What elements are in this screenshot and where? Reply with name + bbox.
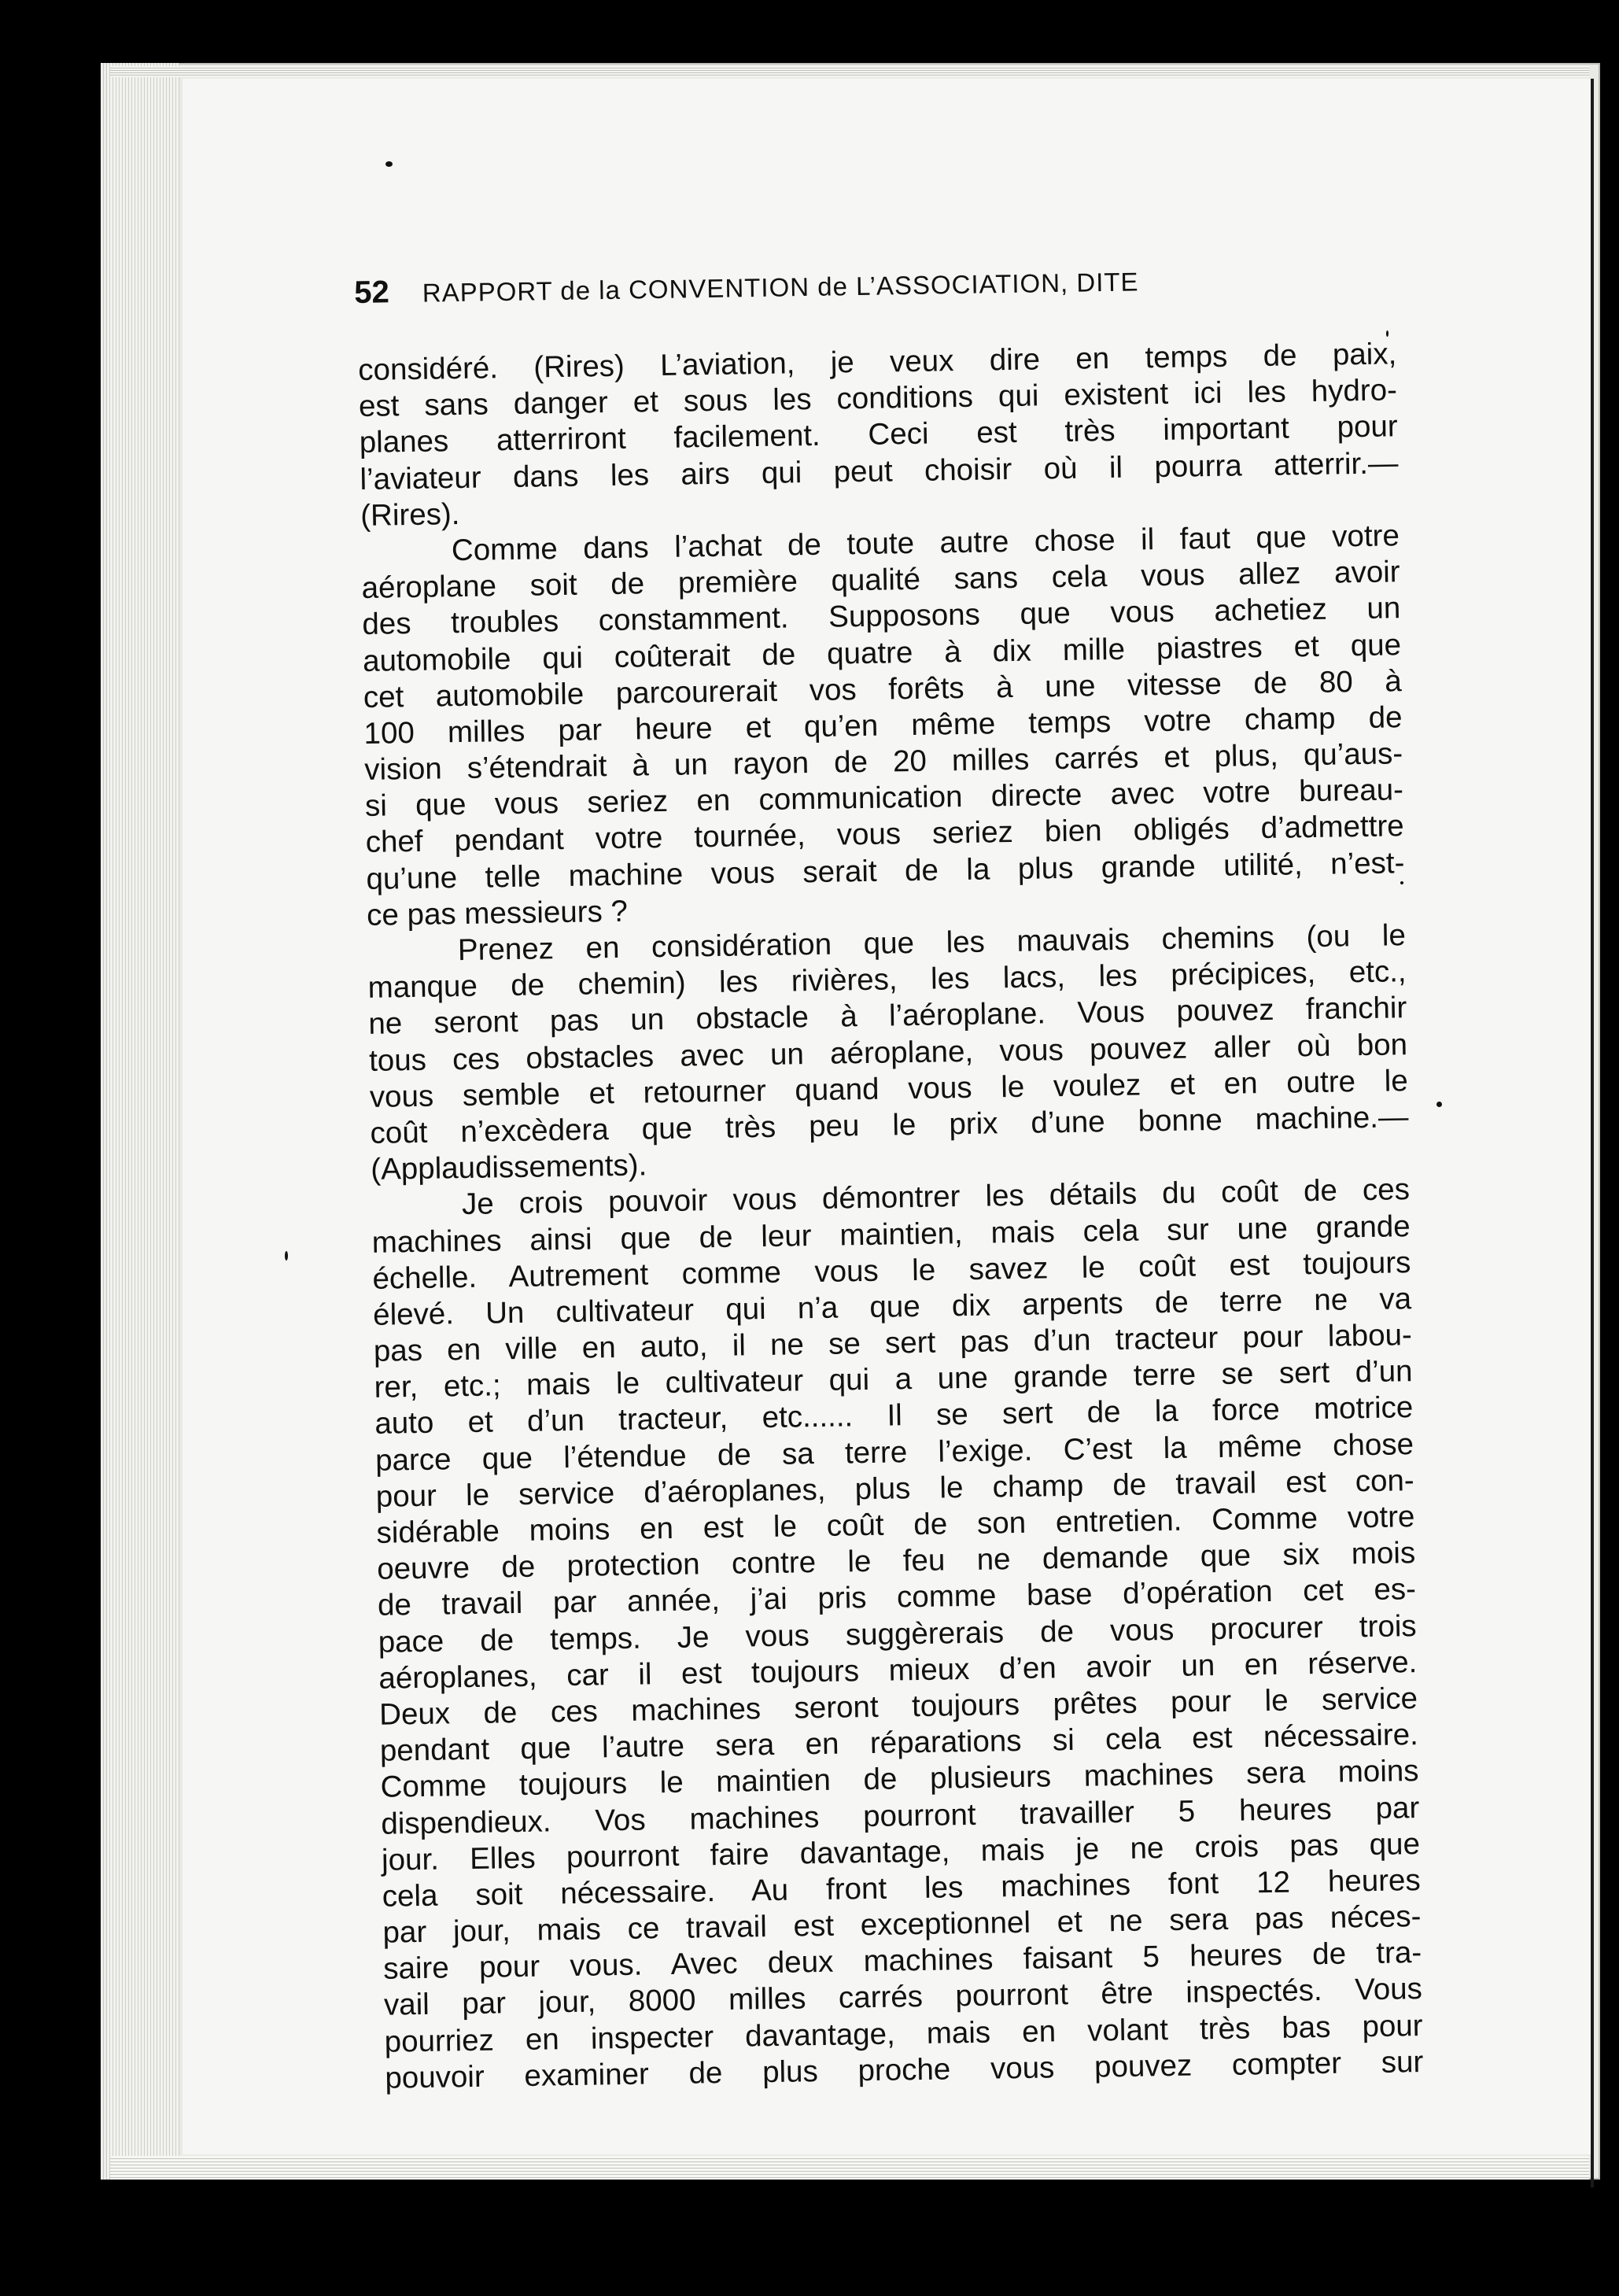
text-line: 100 milles par heure et qu’en même temps votre champ de <box>363 700 1403 751</box>
text-line: par jour, mais ce travail est exceptionnel et ne sera pas néces- <box>382 1899 1422 1950</box>
ink-speck <box>285 1251 288 1261</box>
text-line: aéroplanes, car il est toujours mieux d’en avoir un en réserve. <box>378 1644 1418 1696</box>
text-line: saire pour vous. Avec deux machines faisant 5 heures de tra- <box>382 1936 1422 1986</box>
text-line: Comme toujours le maintien de plusieurs machines sera moins <box>380 1754 1419 1805</box>
text-line: machines ainsi que de leur maintien, mais cela sur une grande <box>371 1209 1411 1260</box>
text-line: cet automobile parcourerait vos forêts à une vitesse de 80 à <box>363 663 1403 714</box>
text-line: planes atterriront facilement. Ceci est très important pour <box>359 409 1398 460</box>
text-line: Deux de ces machines seront toujours prêtes pour le service <box>378 1681 1418 1732</box>
text-line: pace de temps. Je vous suggèrerais de vous procurer trois <box>378 1608 1417 1659</box>
running-title: RAPPORT de la CONVENTION de L’ASSOCIATION, DITE <box>422 267 1139 308</box>
page-right-border <box>1591 79 1594 2187</box>
text-line: jour. Elles pourront faire davantage, mais je ne crois pas que <box>381 1826 1421 1877</box>
text-line: Prenez en considération que les mauvais chemins (ou le <box>457 918 1407 968</box>
text-line: est sans danger et sous les conditions qui existent ici les hydro- <box>358 373 1398 424</box>
text-line: pour le service d’aéroplanes, plus le champ de travail est con- <box>375 1463 1415 1514</box>
text-line: aéroplane soit de première qualité sans cela vous allez avoir <box>361 555 1400 606</box>
page-number: 52 <box>354 275 390 310</box>
text-line: automobile qui coûterait de quatre à dix mille piastres et que <box>362 627 1402 678</box>
text-line: pourriez en inspecter davantage, mais en volant très bas pour <box>384 2008 1423 2059</box>
text-line: rer, etc.; mais le cultivateur qui a une grande terre se sert d’un <box>374 1354 1413 1405</box>
text-line: dispendieux. Vos machines pourront travailler 5 heures par <box>381 1790 1420 1841</box>
ink-speck <box>1436 1102 1442 1107</box>
text-line: auto et d’un tracteur, etc...... Il se sert de la force motrice <box>374 1390 1414 1441</box>
text-line: vision s’étendrait à un rayon de 20 milles carrés et plus, qu’aus- <box>363 736 1403 787</box>
ink-speck <box>385 161 393 167</box>
page-edges-bottom <box>110 2156 1589 2180</box>
text-line: (Rires). <box>360 496 460 533</box>
text-line: coût n’excèdera que très peu le prix d’une bonne machine.— <box>370 1100 1409 1150</box>
text-line: parce que l’étendue de sa terre l’exige. C’est la même chose <box>374 1427 1414 1478</box>
text-line: sidérable moins en est le coût de son entretien. Comme votre <box>376 1500 1415 1550</box>
text-line: qu’une telle machine vous serait de la plus grande utilité, n’est- <box>366 845 1405 896</box>
text-line: ce pas messieurs ? <box>366 894 629 932</box>
body-text <box>358 336 1424 2096</box>
text-line: manque de chemin) les rivières, les lacs, les précipices, etc., <box>367 954 1407 1006</box>
text-line: tous ces obstacles avec un aéroplane, vous pouvez aller où bon <box>368 1027 1408 1078</box>
text-line: oeuvre de protection contre le feu ne demande que six mois <box>376 1536 1416 1586</box>
text-line: pouvoir examiner de plus proche vous pouvez compter sur <box>385 2044 1424 2095</box>
text-line: (Applaudissements). <box>370 1148 647 1187</box>
text-line: échelle. Autrement comme vous le savez le coût est toujours <box>372 1245 1411 1296</box>
text-line: considéré. (Rires) L’aviation, je veux dire en temps de paix, <box>358 337 1397 387</box>
page-edges-top <box>110 66 1589 77</box>
text-line: pas en ville en auto, il ne se sert pas d’un tracteur pour labou- <box>373 1318 1413 1368</box>
text-line: chef pendant votre tournée, vous seriez bien obligés d’admettre <box>365 809 1404 860</box>
text-line: Je crois pouvoir vous démontrer les détails du coût de ces <box>461 1172 1411 1222</box>
text-line: ne seront pas un obstacle à l’aéroplane. Vous pouvez franchir <box>368 991 1407 1042</box>
text-line: vail par jour, 8000 milles carrés pourront être inspectés. Vous <box>383 1972 1423 2023</box>
text-line: cela soit nécessaire. Au front les machines font 12 heures <box>382 1862 1421 1914</box>
text-line: si que vous seriez en communication directe avec votre bureau- <box>364 773 1404 824</box>
text-line: des troubles constamment. Supposons que vous achetiez un <box>362 591 1401 642</box>
text-line: Comme dans l’achat de toute autre chose il faut que votre <box>451 519 1400 568</box>
page-edges-left <box>101 63 179 2180</box>
text-line: de travail par année, j’ai pris comme base d’opération cet es- <box>377 1572 1417 1623</box>
text-line: l’aviateur dans les airs qui peut choisir où il pourra atterrir.— <box>360 445 1399 496</box>
text-line: élevé. Un cultivateur qui n’a que dix arpents de terre ne va <box>372 1281 1412 1332</box>
text-line: vous semble et retourner quand vous le voulez et en outre le <box>369 1063 1409 1114</box>
text-line: pendant que l’autre sera en réparations si cela est nécessaire. <box>379 1718 1419 1768</box>
